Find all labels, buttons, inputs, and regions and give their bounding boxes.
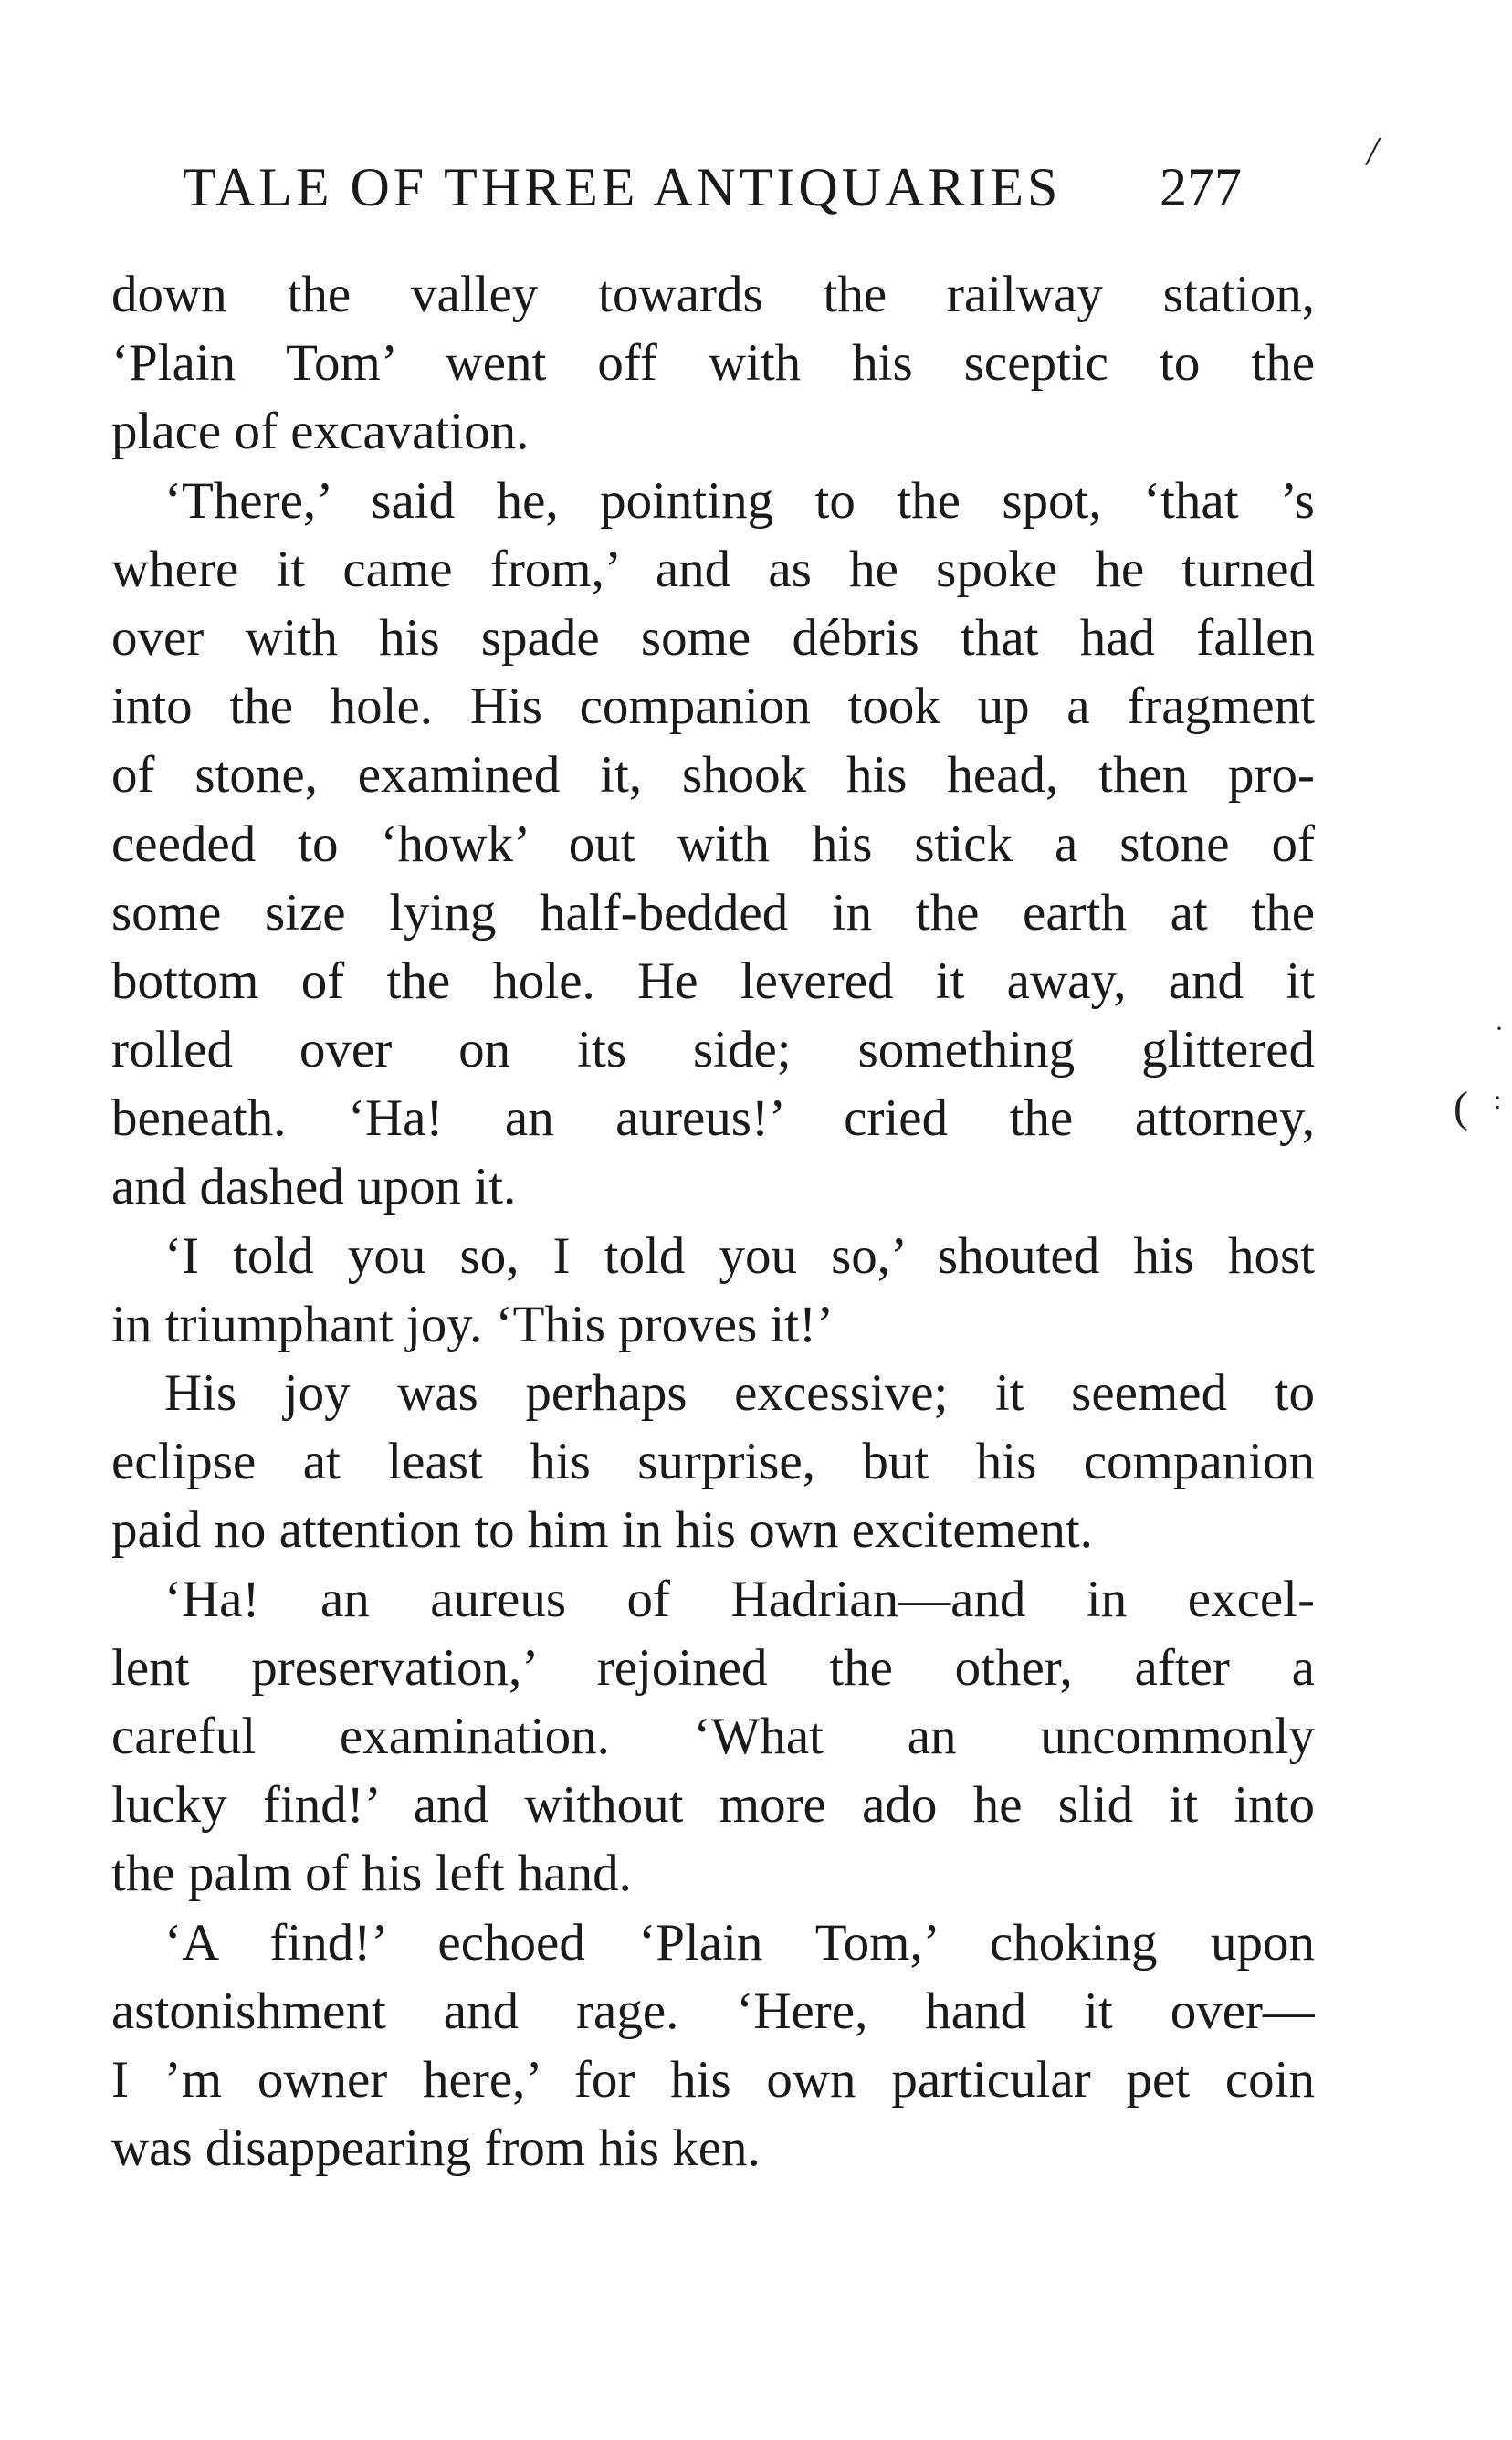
margin-slash-mark: / bbox=[1367, 129, 1379, 174]
text-line: ‘Plain Tom’ went off with his sceptic to the bbox=[111, 334, 1315, 393]
text-line: of stone, examined it, shook his head, then pro- bbox=[111, 746, 1315, 805]
text-line: rolled over on its side; something glittered bbox=[111, 1021, 1315, 1079]
text-line: ‘A find!’ echoed ‘Plain Tom,’ choking upon bbox=[164, 1913, 1315, 1972]
text-line: ceeded to ‘howk’ out with his stick a stone of bbox=[111, 815, 1315, 873]
text-line: the palm of his left hand. bbox=[111, 1845, 632, 1903]
margin-colon-mark: : bbox=[1494, 1085, 1502, 1115]
text-line: ‘Ha! an aureus of Hadrian—and in excel- bbox=[164, 1570, 1315, 1628]
running-title: TALE OF THREE ANTIQUARIES bbox=[183, 157, 1062, 217]
text-line: place of excavation. bbox=[111, 403, 530, 461]
text-line: lent preservation,’ rejoined the other, after a bbox=[111, 1638, 1315, 1697]
text-line: some size lying half-bedded in the earth at the bbox=[111, 883, 1315, 941]
text-line: astonishment and rage. ‘Here, hand it over— bbox=[111, 1982, 1315, 2040]
text-line: was disappearing from his ken. bbox=[111, 2119, 761, 2178]
text-line: lucky find!’ and without more ado he slid it into bbox=[111, 1776, 1315, 1835]
text-line: ‘I told you so, I told you so,’ shouted his host bbox=[164, 1226, 1315, 1285]
text-line: ‘There,’ said he, pointing to the spot, ‘that ’s bbox=[164, 471, 1315, 530]
page-number: 277 bbox=[1160, 157, 1242, 217]
text-line: down the valley towards the railway station, bbox=[111, 266, 1315, 323]
text-line: where it came from,’ and as he spoke he turned bbox=[111, 540, 1315, 598]
text-line: careful examination. ‘What an uncommonly bbox=[111, 1707, 1315, 1765]
text-line: eclipse at least his surprise, but his companion bbox=[111, 1433, 1315, 1491]
margin-dot-mark: · bbox=[1495, 1014, 1504, 1044]
text-line: His joy was perhaps excessive; it seemed to bbox=[164, 1364, 1315, 1422]
page-header bbox=[183, 146, 1324, 228]
text-line: bottom of the hole. He levered it away, and it bbox=[111, 952, 1315, 1010]
text-line: in triumphant joy. ‘This proves it!’ bbox=[111, 1295, 835, 1353]
text-line: into the hole. His companion took up a fragment bbox=[111, 678, 1315, 736]
text-line: over with his spade some débris that had fallen bbox=[111, 608, 1315, 667]
text-line: beneath. ‘Ha! an aureus!’ cried the attorney, bbox=[111, 1089, 1315, 1148]
body-text bbox=[111, 260, 1315, 2182]
text-line: and dashed upon it. bbox=[111, 1158, 517, 1216]
text-line: I ’m owner here,’ for his own particular pet coin bbox=[111, 2050, 1315, 2109]
text-line: paid no attention to him in his own excitement. bbox=[111, 1501, 1093, 1560]
margin-paren-mark: ( bbox=[1454, 1083, 1468, 1131]
